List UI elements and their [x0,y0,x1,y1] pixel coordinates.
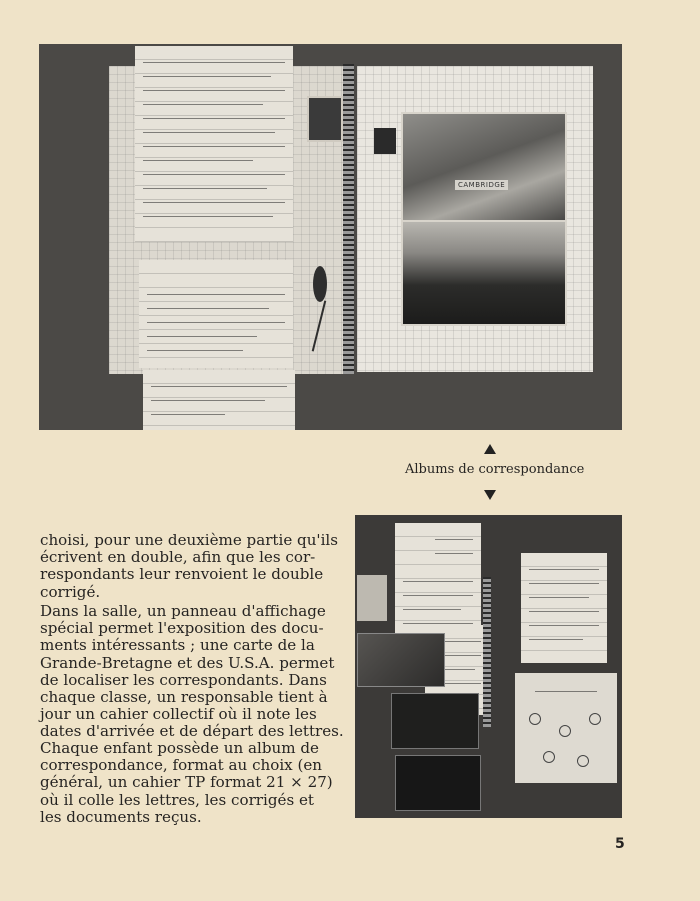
page-number: 5 [615,836,625,852]
dark-postcard [391,693,479,749]
text-line: spécial permet l'exposition des docu- [40,619,324,638]
stamp-photo [307,96,343,142]
arrow-down-icon [484,490,496,500]
arrow-up-icon [484,444,496,454]
text-line: choisi, pour une deuxième partie qu'ils [40,531,338,549]
text-line: écrivent en double, afin que les cor- [40,548,316,567]
text-line: de localiser les correspondants. Dans [40,670,327,689]
text-line: Dans la salle, un panneau d'affichage [40,602,326,620]
text-line: Grande-Bretagne et des U.S.A. permet [40,653,335,672]
pressed-flower [313,266,327,302]
text-line: ments intéressants ; une carte de la [40,636,315,655]
paragraph-1 [40,531,338,601]
paragraph-3 [40,739,333,826]
album-photo-top [39,44,622,430]
text-line: chaque classe, un responsable tient à [40,688,328,707]
cathedral-photo [401,220,567,326]
paragraph-2 [40,602,344,741]
text-line: corrigé. [40,582,101,601]
night-postcard [395,755,481,811]
postcard-label: CAMBRIDGE [455,180,508,190]
text-line: jour un cahier collectif où il note les [40,705,317,724]
text-line: les documents reçus. [40,807,202,826]
postcard-stack [357,633,445,687]
text-line: général, un cahier TP format 21 × 27) [40,773,333,792]
text-line: correspondance, format au choix (en [40,756,323,775]
cambridge-postcard [401,112,567,222]
text-line: dates d'arrivée et de départ des lettres. [40,722,344,741]
handwritten-letter-middle [139,260,293,368]
text-line: respondants leur renvoient le double [40,565,324,584]
text-line: où il colle les lettres, les corrigés et [40,790,314,809]
notebook-spiral [483,577,491,727]
photo-caption: Albums de correspondance [405,462,585,477]
handwritten-letter [521,553,607,663]
handwritten-letter-top [135,46,293,242]
handwritten-letter-bottom [143,370,295,430]
album-photo-bottom [355,515,622,818]
text-line: Chaque enfant possède un album de [40,739,319,757]
dark-square-photo [374,128,396,154]
small-card [357,575,387,621]
stick-figure-drawing [515,673,617,783]
notebook-spiral [343,64,354,374]
